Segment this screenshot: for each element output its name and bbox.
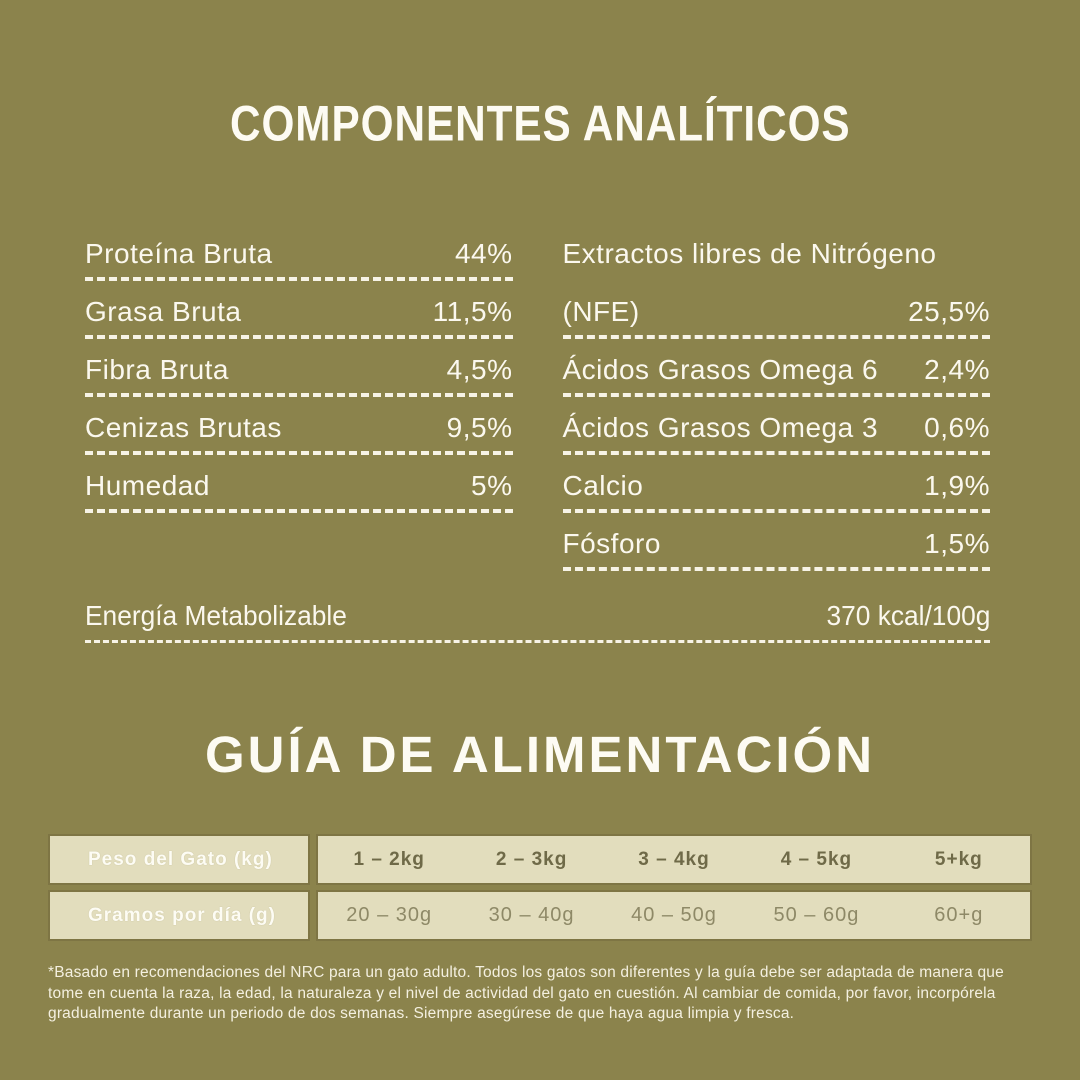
nutrient-value: 9,5% bbox=[446, 412, 513, 443]
row-header-cat-weight: Peso del Gato (kg) bbox=[48, 834, 310, 885]
nutrient-row-nfe-intro bbox=[563, 234, 991, 281]
table-cell: 5+kg bbox=[934, 848, 983, 870]
table-row-cat-weight bbox=[48, 834, 1032, 885]
feeding-guide-footnote: *Basado en recomendaciones del NRC para un gato adulto. Todos los gatos son diferentes y la guía debe ser adaptada de manera que tome en cuenta la raza, la edad, la naturaleza y el nivel de actividad del gato en cuestión. Al cambiar de comida, por favor, incorpórela gradualmente durante un periodo de dos semanas. Siempre asegúrese de que haya agua limpia y fresca. bbox=[48, 964, 1004, 1023]
table-cell: 4 – 5kg bbox=[780, 848, 853, 870]
nutrient-label: (NFE) bbox=[562, 296, 640, 327]
nutrient-row-nfe bbox=[563, 292, 991, 339]
analytical-right-column bbox=[563, 234, 991, 582]
nutrient-row-fibre bbox=[85, 350, 513, 397]
nutrient-label: Fibra Bruta bbox=[85, 354, 229, 385]
analytical-columns bbox=[0, 234, 1080, 582]
nutrient-label: Cenizas Brutas bbox=[85, 412, 282, 443]
nutrient-value: 5% bbox=[471, 470, 513, 501]
nutrient-value: 44% bbox=[454, 238, 513, 269]
table-cell: 1 – 2kg bbox=[353, 848, 425, 870]
nutrient-label: Ácidos Grasos Omega 3 bbox=[562, 412, 879, 443]
nutrient-value: 25,5% bbox=[908, 296, 990, 327]
table-cell: 2 – 3kg bbox=[495, 848, 568, 870]
table-cell: 20 – 30g bbox=[346, 904, 433, 926]
analytical-components-title-text: COMPONENTES ANALÍTICOS bbox=[229, 94, 851, 152]
nutrient-row-omega6 bbox=[563, 350, 991, 397]
analytical-components-title bbox=[0, 0, 1080, 150]
nutrient-label: Fósforo bbox=[562, 528, 661, 559]
feeding-guide-table bbox=[48, 834, 1032, 941]
nutrient-label: Extractos libres de Nitrógeno bbox=[562, 238, 937, 269]
nutrient-value: 11,5% bbox=[432, 296, 513, 327]
row-values-cat-weight bbox=[316, 834, 1032, 885]
nutrient-value: 370 kcal/100g bbox=[826, 600, 990, 631]
nutrient-value: 0,6% bbox=[924, 412, 990, 443]
nutrient-label: Proteína Bruta bbox=[85, 238, 273, 269]
table-cell: 50 – 60g bbox=[773, 904, 860, 926]
row-values-grams-per-day bbox=[316, 890, 1032, 941]
table-row-grams-per-day bbox=[48, 890, 1032, 941]
nutrient-value: 1,5% bbox=[924, 528, 990, 559]
analytical-left-column bbox=[85, 234, 513, 582]
nutrient-row-omega3 bbox=[563, 408, 991, 455]
feeding-guide-title: GUÍA DE ALIMENTACIÓN bbox=[204, 726, 876, 783]
table-cell: 40 – 50g bbox=[631, 904, 717, 926]
nutrient-value: 4,5% bbox=[446, 354, 513, 385]
nutrient-label: Calcio bbox=[562, 470, 644, 501]
nutrient-row-moisture bbox=[85, 466, 513, 513]
nutrient-value: 1,9% bbox=[924, 470, 990, 501]
nutrient-label: Ácidos Grasos Omega 6 bbox=[562, 354, 879, 385]
table-cell: 30 – 40g bbox=[488, 904, 575, 926]
nutrient-label: Energía Metabolizable bbox=[85, 600, 347, 631]
nutrient-row-ash bbox=[85, 408, 513, 455]
nutrient-row-calcium bbox=[563, 466, 991, 513]
nutrient-row-protein bbox=[85, 234, 513, 281]
nutrient-row-fat bbox=[85, 292, 513, 339]
table-cell: 60+g bbox=[934, 904, 984, 926]
nutrient-label: Grasa Bruta bbox=[85, 296, 242, 327]
row-header-grams-per-day: Gramos por día (g) bbox=[48, 890, 310, 941]
nutrient-row-metabolizable-energy bbox=[85, 600, 990, 643]
nutrient-label: Humedad bbox=[85, 470, 210, 501]
nutrient-row-phosphorus bbox=[563, 524, 991, 571]
table-cell: 3 – 4kg bbox=[638, 848, 710, 870]
nutrient-value: 2,4% bbox=[924, 354, 990, 385]
